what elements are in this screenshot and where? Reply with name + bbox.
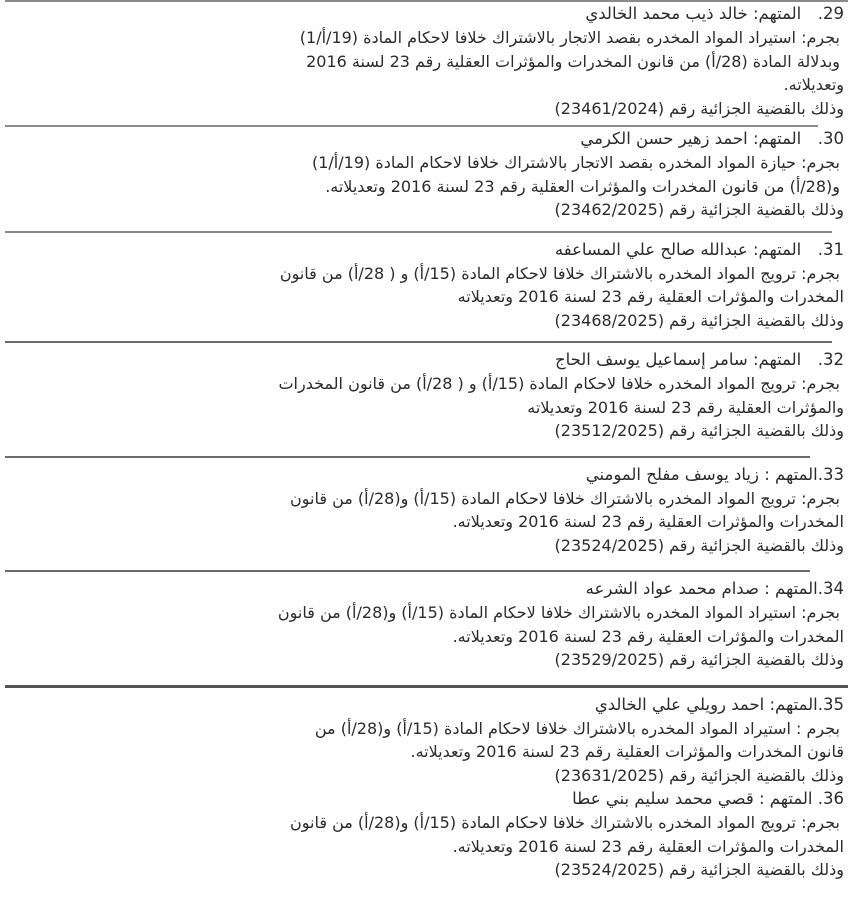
entry-33-heading: 33.المتهم : زياد يوسف مفلح المومني [585, 464, 844, 484]
entry-36-case-line: وذلك بالقضية الجزائية رقم (23524/2025) [554, 860, 844, 879]
spacer [0, 332, 850, 341]
entry-35-heading: 35.المتهم: احمد رويلي علي الخالدي [594, 694, 844, 714]
entry-33-charge-line-2: المخدرات والمؤثرات العقلية رقم 23 لسنة 2016 وتعديلاته. [452, 512, 844, 531]
entry-34-charge-line-1: بجرم: استيراد المواد المخدره بالاشتراك خلافا لاحكام المادة (15/أ) و(28/أ) من قانون [277, 603, 840, 622]
entry-32-case-line: وذلك بالقضية الجزائية رقم (23512/2025) [554, 421, 844, 440]
spacer [0, 672, 850, 685]
entry-31 [0, 238, 850, 333]
entry-29-charge-line-2: وبدلالة المادة (28/أ) من قانون المخدرات والمؤثرات العقلية رقم 23 لسنة 2016 [306, 51, 840, 71]
entry-33-charge-line-1: بجرم: ترويج المواد المخدره بالاشتراك خلافا لاحكام المادة (15/أ) و(28/أ) من قانون [290, 488, 840, 508]
entry-33 [0, 463, 850, 558]
entry-34-heading: 34.المتهم : صدام محمد عواد الشرعه [585, 579, 844, 598]
entry-32-charge-line-2: والمؤثرات العقلية رقم 23 لسنة 2016 وتعديلاته [527, 397, 844, 417]
entry-34-charge-line-2: المخدرات والمؤثرات العقلية رقم 23 لسنة 2016 وتعديلاته. [452, 626, 844, 646]
entry-29-heading: 29. المتهم: خالد ذيب محمد الخالدي [585, 4, 844, 23]
spacer [0, 443, 850, 456]
entry-30-charge-line-2: و(28/أ) من قانون المخدرات والمؤثرات العقلية رقم 23 لسنة 2016 وتعديلاته. [325, 176, 840, 196]
spacer [0, 557, 850, 570]
entry-35 [0, 693, 850, 788]
entry-34-case-line: وذلك بالقضية الجزائية رقم (23529/2025) [554, 650, 844, 669]
entry-31-case-line: وذلك بالقضية الجزائية رقم (23468/2025) [554, 310, 844, 330]
entry-36-heading: 36. المتهم : قصي محمد سليم بني عطا [572, 789, 844, 808]
entry-36 [0, 787, 850, 882]
entry-30-case-line: وذلك بالقضية الجزائية رقم (23462/2025) [554, 200, 844, 219]
entry-32-charge-line-1: بجرم: ترويج المواد المخدره خلافا لاحكام المادة (15/أ) و ( 28/أ) من قانون المخدرات [278, 374, 840, 393]
spacer [0, 222, 850, 231]
entry-29 [0, 2, 850, 120]
entry-31-charge-line-2: المخدرات والمؤثرات العقلية رقم 23 لسنة 2016 وتعديلاته [457, 287, 844, 306]
entry-30-heading: 30. المتهم: احمد زهير حسن الكرمي [580, 129, 844, 148]
entry-36-charge-line-1: بجرم: ترويج المواد المخدره بالاشتراك خلافا لاحكام المادة (15/أ) و(28/أ) من قانون [290, 813, 840, 832]
entry-35-charge-line-2: قانون المخدرات والمؤثرات العقلية رقم 23 لسنة 2016 وتعديلاته. [410, 742, 844, 761]
entry-35-case-line: وذلك بالقضية الجزائية رقم (23631/2025) [554, 765, 844, 785]
entry-31-charge-line-1: بجرم: ترويج المواد المخدره بالاشتراك خلافا لاحكام المادة (15/أ) و ( 28/أ) من قانون [279, 263, 840, 283]
entry-29-case-line: وذلك بالقضية الجزائية رقم (23461/2024) [554, 98, 844, 118]
entry-32-heading: 32. المتهم: سامر إسماعيل يوسف الحاج [554, 350, 844, 369]
entry-35-charge-line-1: بجرم : استيراد المواد المخدره بالاشتراك خلافا لاحكام المادة (15/أ) و(28/أ) من [314, 718, 840, 738]
entry-36-charge-line-2: المخدرات والمؤثرات العقلية رقم 23 لسنة 2016 وتعديلاته. [452, 836, 844, 856]
entry-32 [0, 348, 850, 443]
entry-30 [0, 127, 850, 222]
entry-30-charge-line-1: بجرم: حيازة المواد المخدره بقصد الاتجار بالاشتراك خلافا لاحكام المادة (19/أ/1) [311, 153, 840, 172]
entry-31-heading: 31. المتهم: عبدالله صالح علي المساعفه [554, 239, 844, 259]
entry-29-charge-line-3: وتعديلاته. [783, 75, 844, 94]
entry-33-case-line: وذلك بالقضية الجزائية رقم (23524/2025) [554, 535, 844, 555]
entry-29-charge-line-1: بجرم: استيراد المواد المخدره بقصد الاتجار بالاشتراك خلافا لاحكام المادة (19/أ/1) [299, 28, 840, 47]
entry-34 [0, 577, 850, 672]
